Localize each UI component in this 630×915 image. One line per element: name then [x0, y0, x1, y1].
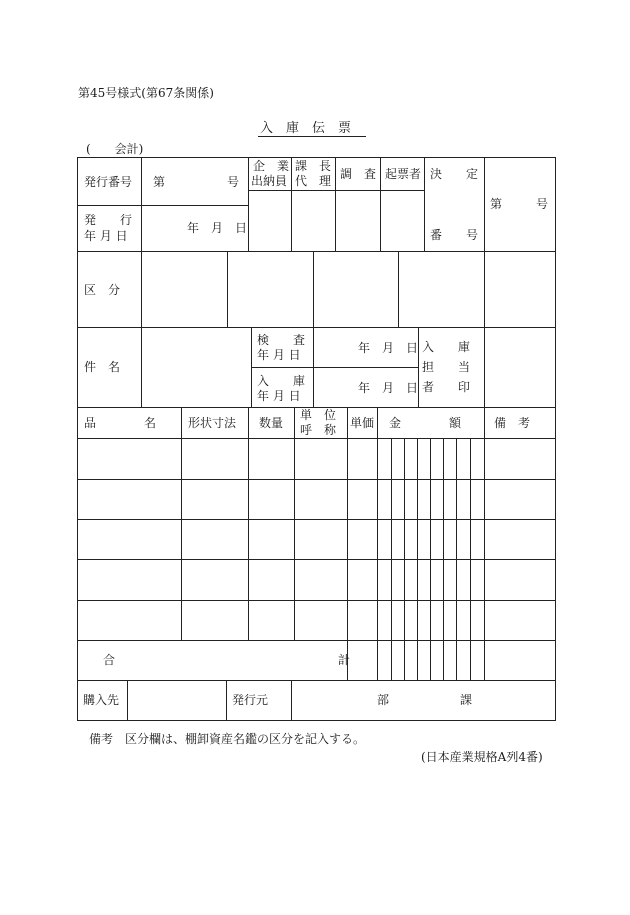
issue-date-label-top: 発 行 — [84, 213, 133, 227]
right-number-go: 号 — [536, 197, 549, 211]
nyuko-date-value: 年 月 日 — [358, 381, 419, 395]
kacho-label-top: 課 長 — [295, 159, 332, 173]
hakkomoto-label: 発行元 — [232, 693, 269, 707]
kettei-label-top: 決 定 — [430, 167, 479, 181]
kensa-label-bottom: 年 月 日 — [257, 348, 301, 362]
kettei-label-bottom: 番 号 — [430, 228, 479, 242]
tanto-label-2: 担 当 — [422, 360, 471, 374]
issue-date-label-bottom: 年 月 日 — [84, 229, 128, 243]
form-title: 入 庫 伝 票 — [260, 121, 352, 136]
tanto-label-3: 者 印 — [422, 380, 471, 394]
biko-note: 備考 区分欄は、棚卸資産名鑑の区分を記入する。 — [89, 732, 366, 746]
form-number: 第45号様式(第67条関係) — [78, 86, 214, 100]
tanto-label-1: 入 庫 — [422, 340, 471, 354]
kigyo-label-top: 企 業 — [253, 159, 290, 173]
right-number-dai: 第 — [490, 197, 503, 211]
issue-number-label: 発行番号 — [84, 175, 133, 189]
hinmei-header: 品 名 — [84, 416, 157, 430]
chosa-label: 調 査 — [340, 167, 377, 181]
nyuko-label-bottom: 年 月 日 — [257, 389, 301, 403]
tani-header-bottom: 呼 称 — [300, 423, 337, 437]
kenmei-label: 件 名 — [84, 360, 121, 374]
kingaku-header: 金 額 — [389, 416, 462, 430]
tani-header-top: 単 位 — [300, 408, 337, 422]
account-label: ( 会計) — [86, 142, 144, 156]
ka-label: 課 — [460, 693, 473, 707]
issue-number-dai: 第 — [153, 175, 166, 189]
kubun-label: 区 分 — [84, 283, 121, 297]
kensa-label-top: 検 査 — [257, 333, 306, 347]
kigyo-label-bottom: 出納員 — [251, 174, 288, 188]
suryo-header: 数量 — [259, 416, 284, 430]
kihyosha-label: 起票者 — [385, 167, 422, 181]
bu-label: 部 — [377, 693, 390, 707]
issue-date-value: 年 月 日 — [187, 221, 248, 235]
konyusaki-label: 購入先 — [83, 693, 120, 707]
nyuko-label-top: 入 庫 — [257, 374, 306, 388]
biko-header: 備 考 — [494, 416, 531, 430]
issue-number-go: 号 — [227, 175, 240, 189]
total-label-kei: 計 — [338, 653, 351, 667]
title-underline — [258, 136, 366, 137]
kensa-date-value: 年 月 日 — [358, 341, 419, 355]
tanka-header: 単価 — [350, 416, 375, 430]
kacho-label-bottom: 代 理 — [295, 174, 332, 188]
jis-note: (日本産業規格A列4番) — [421, 750, 543, 764]
total-label-go: 合 — [103, 653, 116, 667]
keijo-header: 形状寸法 — [188, 416, 237, 430]
